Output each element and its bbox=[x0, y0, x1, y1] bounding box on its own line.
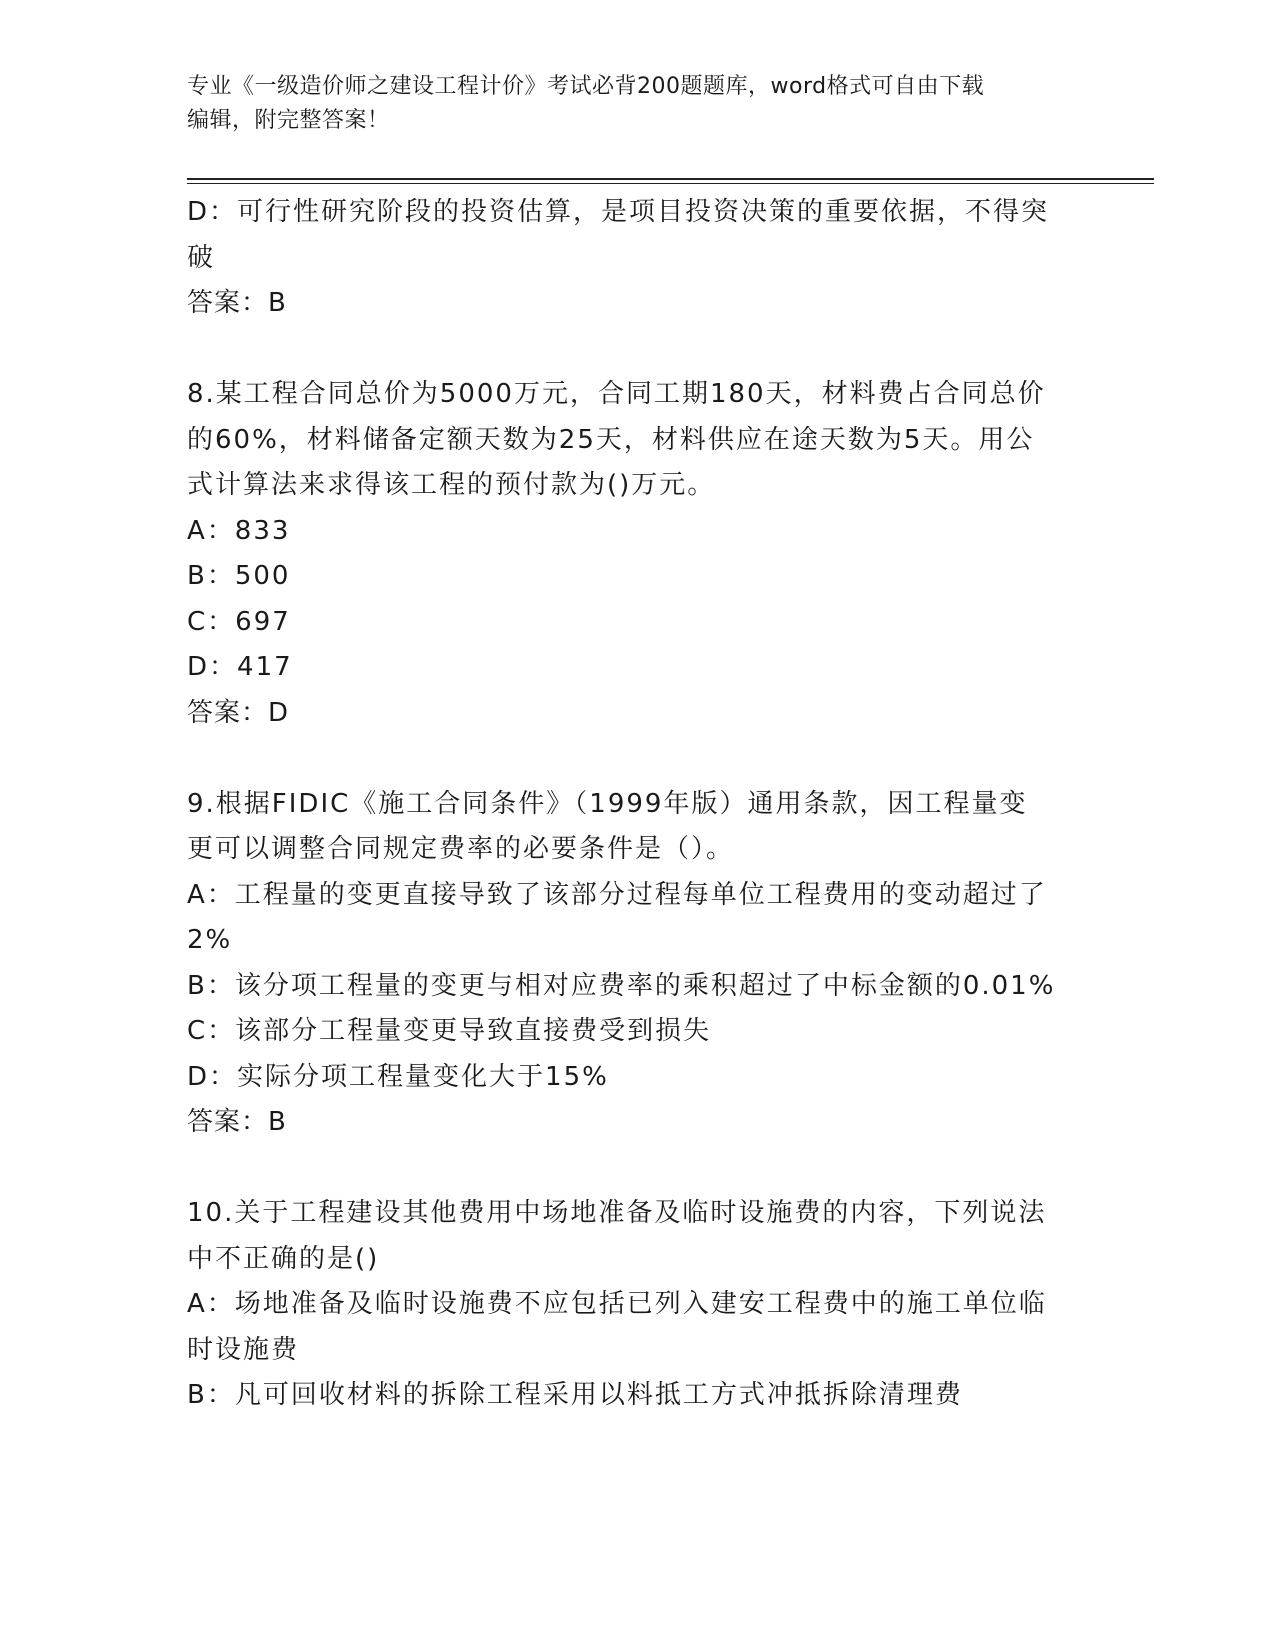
question-stem-line-2: 的60%，材料储备定额天数为25天，材料供应在途天数为5天。用公 bbox=[187, 424, 1035, 455]
question-stem-line-2: 中不正确的是() bbox=[187, 1243, 380, 1274]
question-stem-line-1: 9.根据FIDIC《施工合同条件》（1999年版）通用条款，因工程量变 bbox=[187, 788, 1028, 819]
option-b: B：500 bbox=[187, 561, 291, 591]
answer-line: 答案：B bbox=[187, 288, 287, 318]
option-a-line-2: 时设施费 bbox=[187, 1334, 300, 1365]
header-line-2: 编辑，附完整答案！ bbox=[187, 108, 390, 133]
option-c: C：该部分工程量变更导致直接费受到损失 bbox=[187, 1016, 712, 1046]
header-rule-thick bbox=[187, 178, 1154, 180]
header-rule-thin bbox=[187, 183, 1154, 184]
option-a-line-1: A：工程量的变更直接导致了该部分过程每单位工程费用的变动超过了 bbox=[187, 879, 1047, 910]
question-9 bbox=[187, 782, 1077, 1146]
spacer bbox=[187, 1146, 1077, 1192]
question-stem-line-3: 式计算法来求得该工程的预付款为()万元。 bbox=[187, 470, 716, 500]
header-line-1: 专业《一级造价师之建设工程计价》考试必背200题题库，word格式可自由下载 bbox=[187, 74, 985, 99]
spacer bbox=[187, 736, 1077, 782]
option-d-line-2: 破 bbox=[187, 242, 216, 273]
question-10 bbox=[187, 1191, 1077, 1419]
question-stem-line-1: 10.关于工程建设其他费用中场地准备及临时设施费的内容，下列说法 bbox=[187, 1198, 1047, 1228]
option-d-line-1: D：可行性研究阶段的投资估算，是项目投资决策的重要依据，不得突 bbox=[187, 197, 1050, 227]
option-a-line-1: A：场地准备及临时设施费不应包括已列入建安工程费中的施工单位临 bbox=[187, 1289, 1047, 1319]
option-d: D：417 bbox=[187, 652, 293, 682]
option-b: B：该分项工程量的变更与相对应费率的乘积超过了中标金额的0.01% bbox=[187, 970, 1056, 1001]
answer-line: 答案：B bbox=[187, 1107, 287, 1137]
option-a: A：833 bbox=[187, 515, 291, 546]
option-b: B：凡可回收材料的拆除工程采用以料抵工方式冲抵拆除清理费 bbox=[187, 1380, 963, 1410]
previous-question-tail bbox=[187, 190, 1077, 327]
option-d: D：实际分项工程量变化大于15% bbox=[187, 1061, 609, 1092]
question-8 bbox=[187, 372, 1077, 736]
option-c: C：697 bbox=[187, 606, 291, 637]
answer-line: 答案：D bbox=[187, 697, 290, 728]
question-stem-line-1: 8.某工程合同总价为5000万元，合同工期180天，材料费占合同总价 bbox=[187, 379, 1046, 409]
document-body bbox=[187, 190, 1077, 1419]
page-header bbox=[187, 70, 1067, 138]
question-stem-line-2: 更可以调整合同规定费率的必要条件是（）。 bbox=[187, 834, 735, 864]
spacer bbox=[187, 327, 1077, 373]
option-a-line-2: 2% bbox=[187, 925, 233, 955]
